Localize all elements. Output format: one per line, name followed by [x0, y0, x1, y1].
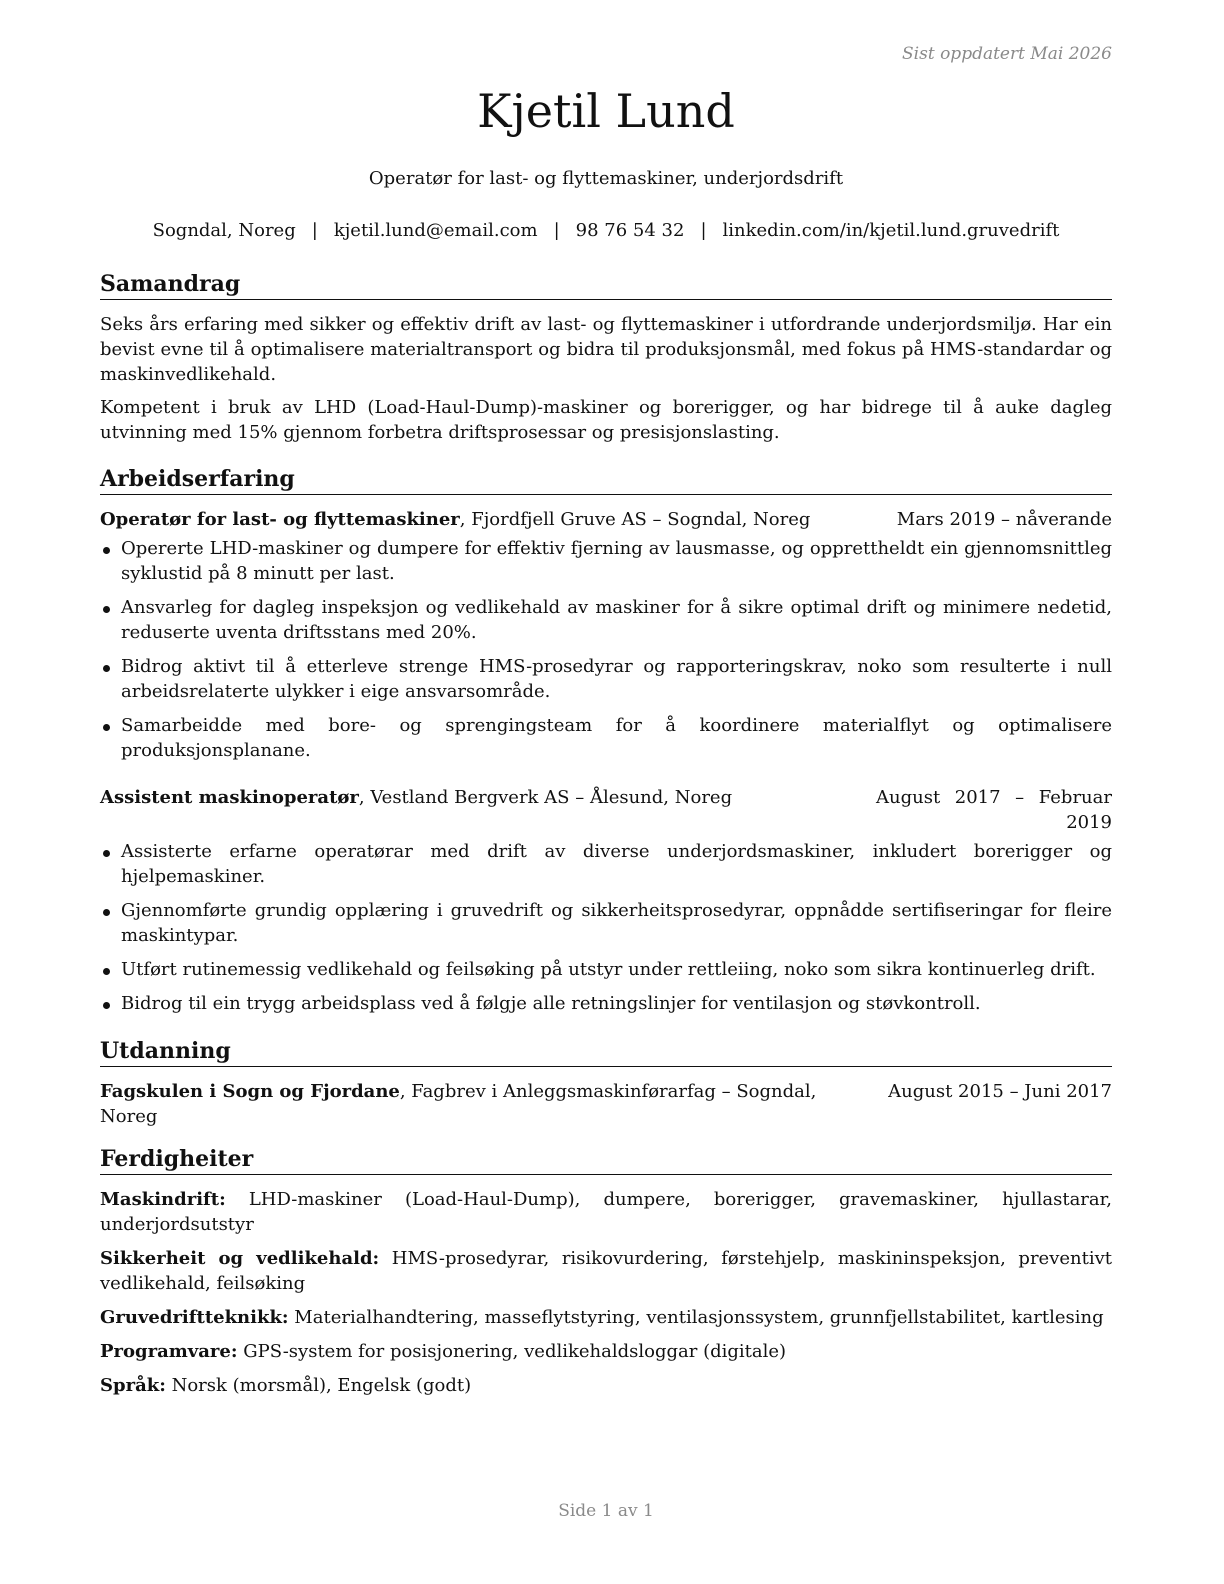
- candidate-headline: Operatør for last- og flyttemaskiner, underjordsdrift: [368, 168, 844, 189]
- skill-label: Språk:: [100, 1375, 166, 1396]
- bullet-text: Gjennomførte grundig opplæring i gruvedrift og sikkerheitsprosedyrar, oppnådde sertifiseringar for fleire maskintypar.: [121, 900, 1112, 946]
- skill-label: Gruvedriftteknikk:: [100, 1307, 289, 1328]
- job-bullets: [100, 839, 1112, 1016]
- job-entry: [100, 507, 1112, 763]
- contact-separator: |: [553, 220, 560, 241]
- section-title-education: Utdanning: [100, 1037, 1112, 1067]
- list-item: [100, 991, 1112, 1016]
- skill-value: Materialhandtering, masseflytstyring, ventilasjonssystem, grunnfjellstabilitet, kartlesing: [288, 1307, 1104, 1328]
- skill-line: [100, 1339, 1112, 1364]
- section-title-summary: Samandrag: [100, 270, 1112, 300]
- job-header: [100, 785, 1112, 835]
- bullet-icon: [103, 665, 110, 672]
- list-item: [100, 713, 1112, 763]
- skill-line: [100, 1373, 1112, 1398]
- bullet-icon: [103, 968, 110, 975]
- bullet-text: Opererte LHD-maskiner og dumpere for effektiv fjerning av lausmasse, og opprettheldt ein gjennomsnittleg syklustid på 8 minutt per last.: [121, 538, 1112, 584]
- list-item: [100, 595, 1112, 645]
- skill-label: Programvare:: [100, 1341, 238, 1362]
- skill-label: Sikkerheit og vedlikehald:: [100, 1248, 380, 1269]
- summary-paragraph: Seks års erfaring med sikker og effektiv drift av last- og flyttemaskiner i utfordrande underjordsmiljø. Har ein bevist evne til å optimalisere materialtransport og bidra til produksjonsmål, med fokus på HMS-standardar og maskinvedlikehald.: [100, 314, 1112, 385]
- resume-page: [100, 0, 1112, 1584]
- section-title-experience: Arbeidserfaring: [100, 465, 1112, 495]
- resume-content: [100, 270, 1112, 1407]
- bullet-icon: [103, 606, 110, 613]
- skill-line: [100, 1246, 1112, 1296]
- section-title-skills: Ferdigheiter: [100, 1145, 1112, 1175]
- list-item: [100, 654, 1112, 704]
- bullet-text: Ansvarleg for dagleg inspeksjon og vedlikehald av maskiner for å sikre optimal drift og minimere nedetid, reduserte uventa driftsstans med 20%.: [121, 597, 1112, 643]
- page-number: Side 1 av 1: [558, 1501, 654, 1521]
- skill-line: [100, 1187, 1112, 1237]
- bullet-text: Utført rutinemessig vedlikehald og feilsøking på utstyr under rettleiing, noko som sikra kontinuerleg drift.: [121, 959, 1096, 980]
- bullet-text: Samarbeidde med bore- og sprengingsteam for å koordinere materialflyt og optimalisere produksjonsplanane.: [121, 715, 1112, 761]
- skill-value: LHD-maskiner (Load-Haul-Dump), dumpere, borerigger, gravemaskiner, hjullastarar, underjordsutstyr: [100, 1189, 1112, 1235]
- bullet-text: Bidrog til ein trygg arbeidsplass ved å følgje alle retningslinjer for ventilasjon og støvkontroll.: [121, 993, 981, 1014]
- last-updated: Sist oppdatert Mai 2026: [902, 44, 1112, 64]
- job-dates: August 2017 – Februar 2019: [876, 787, 1112, 833]
- bullet-text: Bidrog aktivt til å etterleve strenge HMS-prosedyrar og rapporteringskrav, noko som resulterte i null arbeidsrelaterte ulykker i eige ansvarsområde.: [121, 656, 1112, 702]
- contact-phone[interactable]: 98 76 54 32: [575, 220, 685, 241]
- list-item: [100, 536, 1112, 586]
- job-org: , Fjordfjell Gruve AS – Sogndal, Noreg: [459, 509, 811, 530]
- bullet-text: Assisterte erfarne operatørar med drift av diverse underjordsmaskiner, inkludert borerigger og hjelpemaskiner.: [121, 841, 1112, 887]
- bullet-icon: [103, 909, 110, 916]
- job-role: Assistent maskinoperatør: [100, 787, 359, 808]
- job-bullets: [100, 536, 1112, 763]
- contact-line: [100, 219, 1112, 243]
- contact-separator: |: [311, 220, 318, 241]
- education-detail: , Fagbrev i Anleggsmaskinførarfag – Sogndal, Noreg: [100, 1081, 817, 1127]
- list-item: [100, 898, 1112, 948]
- skill-value: GPS-system for posisjonering, vedlikehaldsloggar (digitale): [237, 1341, 787, 1362]
- job-header: [100, 507, 1112, 532]
- education-dates: August 2015 – Juni 2017: [888, 1081, 1112, 1102]
- bullet-icon: [103, 850, 110, 857]
- contact-linkedin[interactable]: linkedin.com/in/kjetil.lund.gruvedrift: [722, 220, 1060, 241]
- skill-line: [100, 1305, 1112, 1330]
- job-entry: [100, 785, 1112, 1016]
- job-org: , Vestland Bergverk AS – Ålesund, Noreg: [358, 787, 733, 808]
- education-school: Fagskulen i Sogn og Fjordane: [100, 1081, 400, 1102]
- job-dates: Mars 2019 – nåverande: [896, 509, 1112, 530]
- list-item: [100, 957, 1112, 982]
- contact-email[interactable]: kjetil.lund@email.com: [333, 220, 538, 241]
- bullet-icon: [103, 1002, 110, 1009]
- contact-separator: |: [700, 220, 707, 241]
- list-item: [100, 839, 1112, 889]
- skill-value: Norsk (morsmål), Engelsk (godt): [165, 1375, 472, 1396]
- contact-location: Sogndal, Noreg: [152, 220, 296, 241]
- summary-paragraph: Kompetent i bruk av LHD (Load-Haul-Dump)-maskiner og borerigger, og har bidrege til å auke dagleg utvinning med 15% gjennom forbetra driftsprosessar og presisjonslasting.: [100, 397, 1112, 443]
- bullet-icon: [103, 547, 110, 554]
- skill-value: HMS-prosedyrar, risikovurdering, førstehjelp, maskininspeksjon, preventivt vedlikehald, feilsøking: [100, 1248, 1113, 1294]
- job-role: Operatør for last- og flyttemaskiner: [100, 509, 460, 530]
- bullet-icon: [103, 724, 110, 731]
- skill-label: Maskindrift:: [100, 1189, 226, 1210]
- candidate-name: Kjetil Lund: [477, 84, 735, 138]
- education-entry: [100, 1079, 1112, 1129]
